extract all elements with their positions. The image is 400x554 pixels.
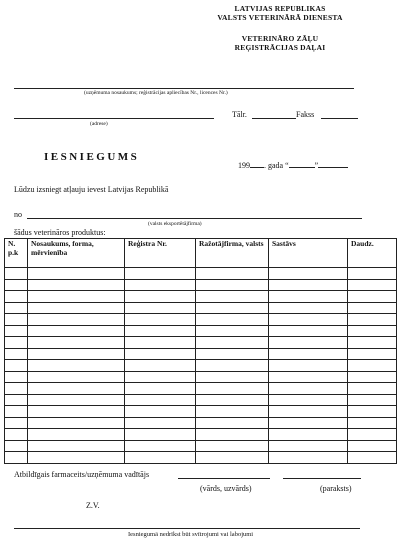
table-cell[interactable] [28, 348, 125, 360]
table-row [5, 314, 397, 326]
col-header-manufacturer: Ražotājfirma, valsts [196, 239, 269, 268]
document-title: IESNIEGUMS [44, 151, 140, 163]
table-row [5, 394, 397, 406]
table-cell[interactable] [5, 394, 28, 406]
table-cell[interactable] [196, 394, 269, 406]
table-cell[interactable] [5, 348, 28, 360]
table-cell[interactable] [125, 440, 196, 452]
table-cell[interactable] [348, 429, 397, 441]
table-row [5, 429, 397, 441]
table-cell[interactable] [196, 452, 269, 464]
table-cell[interactable] [196, 429, 269, 441]
table-cell[interactable] [125, 268, 196, 280]
table-cell[interactable] [196, 406, 269, 418]
table-cell[interactable] [28, 452, 125, 464]
col-header-number: N. p.k [5, 239, 28, 268]
table-cell[interactable] [348, 337, 397, 349]
table-row [5, 348, 397, 360]
table-cell[interactable] [125, 279, 196, 291]
table-cell[interactable] [269, 429, 348, 441]
table-cell[interactable] [196, 371, 269, 383]
table-cell[interactable] [269, 371, 348, 383]
signature-field[interactable] [283, 478, 361, 479]
table-cell[interactable] [28, 268, 125, 280]
table-header-row [5, 239, 397, 268]
col-header-quantity: Daudz. [348, 239, 397, 268]
request-text: Lūdzu izsniegt atļauju ievest Latvijas Republikā [14, 185, 169, 194]
table-cell[interactable] [269, 337, 348, 349]
footer-rule [14, 528, 360, 529]
table-cell[interactable] [28, 440, 125, 452]
table-cell[interactable] [196, 302, 269, 314]
table-cell[interactable] [196, 325, 269, 337]
signature-caption: (paraksts) [320, 484, 352, 493]
table-cell[interactable] [348, 383, 397, 395]
table-cell[interactable] [196, 291, 269, 303]
year-digit-field[interactable] [250, 160, 264, 168]
table-row [5, 383, 397, 395]
table-body [5, 268, 397, 464]
table-cell[interactable] [28, 429, 125, 441]
table-cell[interactable] [28, 383, 125, 395]
exporter-firm-caption: (valsts eksportētājfirma) [148, 221, 202, 227]
table-row [5, 360, 397, 372]
table-cell[interactable] [348, 314, 397, 326]
table-cell[interactable] [5, 291, 28, 303]
department-line2: REĢISTRĀCIJAS DAĻAI [234, 43, 326, 52]
name-field[interactable] [178, 478, 270, 479]
table-cell[interactable] [5, 371, 28, 383]
stamp-label: Z.V. [86, 501, 100, 510]
table-cell[interactable] [5, 383, 28, 395]
table-cell[interactable] [5, 440, 28, 452]
table-cell[interactable] [125, 337, 196, 349]
table-cell[interactable] [5, 314, 28, 326]
table-cell[interactable] [348, 325, 397, 337]
table-cell[interactable] [269, 406, 348, 418]
table-cell[interactable] [125, 406, 196, 418]
table-cell[interactable] [125, 452, 196, 464]
table-cell[interactable] [5, 360, 28, 372]
table-row [5, 268, 397, 280]
table-cell[interactable] [5, 452, 28, 464]
table-cell[interactable] [269, 279, 348, 291]
table-cell[interactable] [5, 268, 28, 280]
table-cell[interactable] [348, 291, 397, 303]
table-cell[interactable] [28, 279, 125, 291]
table-cell[interactable] [125, 302, 196, 314]
date-close-quote: ” [314, 161, 319, 170]
month-field[interactable] [318, 160, 348, 168]
date-line [238, 160, 348, 170]
table-cell[interactable] [125, 394, 196, 406]
table-cell[interactable] [28, 417, 125, 429]
table-cell[interactable] [348, 440, 397, 452]
table-cell[interactable] [125, 348, 196, 360]
authority-line1: LATVIJAS REPUBLIKAS [234, 4, 326, 13]
authority-header [180, 4, 380, 52]
table-cell[interactable] [5, 417, 28, 429]
fax-label: Fakss [296, 110, 315, 119]
name-caption: (vārds, uzvārds) [200, 484, 252, 493]
table-cell[interactable] [269, 348, 348, 360]
footer-note: Iesniegumā nedrīkst būt svītrojumi vai labojumi [128, 531, 254, 538]
table-cell[interactable] [196, 337, 269, 349]
table-cell[interactable] [5, 325, 28, 337]
table-row [5, 406, 397, 418]
table-cell[interactable] [28, 291, 125, 303]
table-cell[interactable] [269, 383, 348, 395]
products-label: šādus veterināros produktus: [14, 228, 106, 237]
table-row [5, 371, 397, 383]
table-cell[interactable] [5, 406, 28, 418]
table-cell[interactable] [196, 417, 269, 429]
table-cell[interactable] [196, 440, 269, 452]
table-cell[interactable] [196, 314, 269, 326]
table-cell[interactable] [269, 291, 348, 303]
col-header-name: Nosaukums, forma, mērvienība [28, 239, 125, 268]
fax-field[interactable] [321, 118, 358, 119]
table-cell[interactable] [348, 302, 397, 314]
table-cell[interactable] [348, 371, 397, 383]
authority-line2: VALSTS VETERINĀRĀ DIENESTA [217, 13, 343, 22]
table-cell[interactable] [28, 406, 125, 418]
address-caption: (adrese) [90, 121, 108, 127]
table-cell[interactable] [125, 383, 196, 395]
table-cell[interactable] [348, 348, 397, 360]
table-cell[interactable] [28, 394, 125, 406]
from-label: no [14, 210, 22, 219]
table-cell[interactable] [125, 417, 196, 429]
address-field[interactable] [14, 118, 214, 119]
table-cell[interactable] [125, 314, 196, 326]
date-gada: . gada “ [264, 161, 289, 170]
table-cell[interactable] [5, 337, 28, 349]
table-row [5, 417, 397, 429]
table-cell[interactable] [196, 348, 269, 360]
table-cell[interactable] [348, 268, 397, 280]
table-cell[interactable] [125, 429, 196, 441]
table-cell[interactable] [269, 440, 348, 452]
col-header-composition: Sastāvs [269, 239, 348, 268]
phone-label: Tālr. [232, 110, 247, 119]
department-line1: VETERINĀRO ZĀĻU [241, 34, 319, 43]
phone-field[interactable] [252, 118, 296, 119]
table-cell[interactable] [348, 452, 397, 464]
table-row [5, 291, 397, 303]
table-cell[interactable] [5, 429, 28, 441]
table-cell[interactable] [28, 302, 125, 314]
signature-label: Atbildīgais farmaceits/uzņēmuma vadītājs [14, 470, 150, 479]
table-cell[interactable] [269, 417, 348, 429]
table-cell[interactable] [348, 394, 397, 406]
table-cell[interactable] [269, 452, 348, 464]
table-cell[interactable] [269, 394, 348, 406]
table-cell[interactable] [125, 291, 196, 303]
table-row [5, 279, 397, 291]
company-caption: (uzņēmuma nosaukums; reģistrācijas apliecības Nr., licences Nr.) [84, 90, 228, 96]
table-cell[interactable] [28, 360, 125, 372]
col-header-registry: Reģistra Nr. [125, 239, 196, 268]
table-cell[interactable] [125, 371, 196, 383]
table-cell[interactable] [5, 302, 28, 314]
table-cell[interactable] [269, 302, 348, 314]
table-cell[interactable] [269, 325, 348, 337]
table-cell[interactable] [269, 268, 348, 280]
table-cell[interactable] [28, 371, 125, 383]
table-row [5, 440, 397, 452]
table-row [5, 302, 397, 314]
table-cell[interactable] [269, 360, 348, 372]
table-cell[interactable] [125, 325, 196, 337]
table-cell[interactable] [125, 360, 196, 372]
table-cell[interactable] [348, 360, 397, 372]
table-cell[interactable] [348, 417, 397, 429]
table-row [5, 325, 397, 337]
products-table [4, 238, 397, 464]
table-cell[interactable] [196, 268, 269, 280]
table-cell[interactable] [196, 383, 269, 395]
table-cell[interactable] [348, 406, 397, 418]
table-cell[interactable] [28, 325, 125, 337]
table-cell[interactable] [269, 314, 348, 326]
table-cell[interactable] [348, 279, 397, 291]
table-cell[interactable] [28, 314, 125, 326]
table-row [5, 452, 397, 464]
table-cell[interactable] [28, 337, 125, 349]
table-cell[interactable] [5, 279, 28, 291]
table-row [5, 337, 397, 349]
table-cell[interactable] [196, 279, 269, 291]
day-field[interactable] [289, 160, 315, 168]
table-cell[interactable] [196, 360, 269, 372]
year-prefix: 199 [238, 161, 250, 170]
exporter-firm-field[interactable] [27, 218, 362, 219]
company-name-field[interactable] [14, 88, 354, 89]
